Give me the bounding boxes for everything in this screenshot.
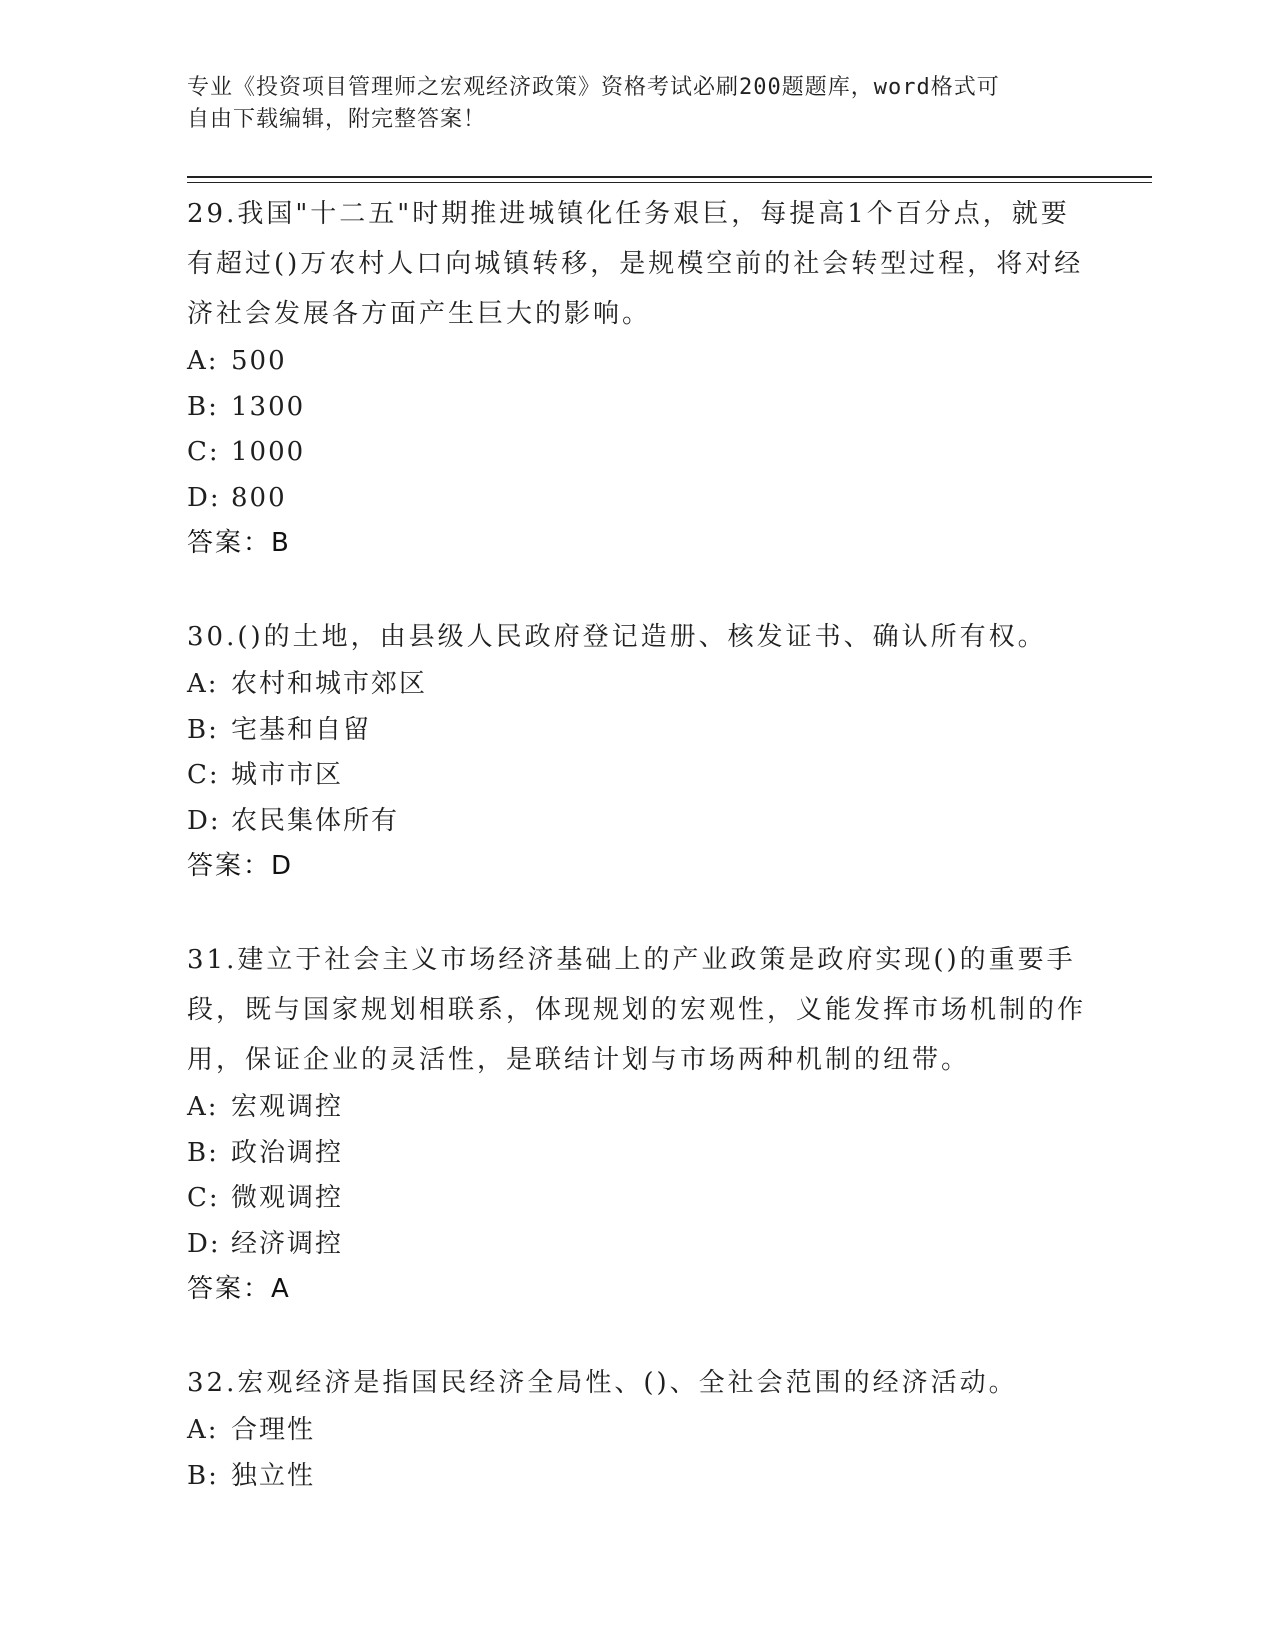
option-a <box>187 339 1087 385</box>
question-stem: 31.建立于社会主义市场经济基础上的产业政策是政府实现()的重要手段，既与国家规划相联系，体现规划的宏观性，义能发挥市场机制的作用，保证企业的灵活性，是联结计划与市场两种机制的纽带。 <box>187 945 1087 1075</box>
option-letter: B: <box>187 391 219 422</box>
header-line-1: 专业《投资项目管理师之宏观经济政策》资格考试必刷200题题库，word格式可 <box>187 75 1000 100</box>
option-letter: C: <box>187 437 220 467</box>
option-text: 合理性 <box>231 1415 316 1445</box>
option-text: 政治调控 <box>231 1137 344 1168</box>
question-stem: 30.()的土地，由县级人民政府登记造册、核发证书、确认所有权。 <box>187 622 1047 652</box>
header-line-2: 自由下载编辑，附完整答案！ <box>187 107 487 132</box>
option-c <box>187 430 1087 476</box>
question-list <box>187 189 1087 1545</box>
option-letter: B: <box>187 714 219 745</box>
option-letter: D: <box>187 805 221 836</box>
option-c <box>187 1176 1087 1222</box>
option-letter: A: <box>187 1415 219 1445</box>
option-text: 独立性 <box>231 1460 316 1491</box>
option-text: 经济调控 <box>231 1228 344 1259</box>
option-letter: B: <box>187 1460 219 1491</box>
option-b <box>187 1131 1087 1177</box>
option-text: 城市市区 <box>231 760 344 790</box>
option-letter: D: <box>187 482 221 513</box>
option-text: 1300 <box>231 391 306 422</box>
option-b <box>187 1454 1087 1500</box>
option-text: 农村和城市郊区 <box>231 669 428 699</box>
option-text: 农民集体所有 <box>231 805 400 836</box>
question-30 <box>187 612 1087 889</box>
answer-line: 答案：D <box>187 851 294 881</box>
option-text: 微观调控 <box>231 1183 344 1213</box>
option-b <box>187 385 1087 431</box>
answer-line: 答案：A <box>187 1274 291 1304</box>
question-29 <box>187 189 1087 566</box>
question-32 <box>187 1358 1087 1499</box>
option-d <box>187 1222 1087 1268</box>
option-a <box>187 1408 1087 1454</box>
option-a <box>187 1085 1087 1131</box>
option-text: 宅基和自留 <box>231 714 372 745</box>
option-text: 1000 <box>231 437 306 467</box>
option-d <box>187 799 1087 845</box>
option-c <box>187 753 1087 799</box>
option-letter: A: <box>187 1092 219 1122</box>
document-header <box>187 72 1087 136</box>
answer-line: 答案：B <box>187 528 291 558</box>
option-letter: A: <box>187 346 219 376</box>
option-text: 800 <box>231 482 287 513</box>
option-text: 宏观调控 <box>231 1092 344 1122</box>
question-stem: 32.宏观经济是指国民经济全局性、()、全社会范围的经济活动。 <box>187 1368 1018 1398</box>
option-b <box>187 708 1087 754</box>
option-letter: C: <box>187 1183 220 1213</box>
option-letter: A: <box>187 669 219 699</box>
question-stem: 29.我国"十二五"时期推进城镇化任务艰巨，每提高1个百分点，就要有超过()万农村人口向城镇转移，是规模空前的社会转型过程，将对经济社会发展各方面产生巨大的影响。 <box>187 199 1084 329</box>
option-letter: C: <box>187 760 220 790</box>
option-letter: D: <box>187 1228 221 1259</box>
option-letter: B: <box>187 1137 219 1168</box>
question-31 <box>187 935 1087 1312</box>
header-divider-thick <box>187 176 1152 178</box>
option-d <box>187 476 1087 522</box>
option-text: 500 <box>231 346 287 376</box>
option-a <box>187 662 1087 708</box>
header-divider-thin <box>187 182 1152 183</box>
